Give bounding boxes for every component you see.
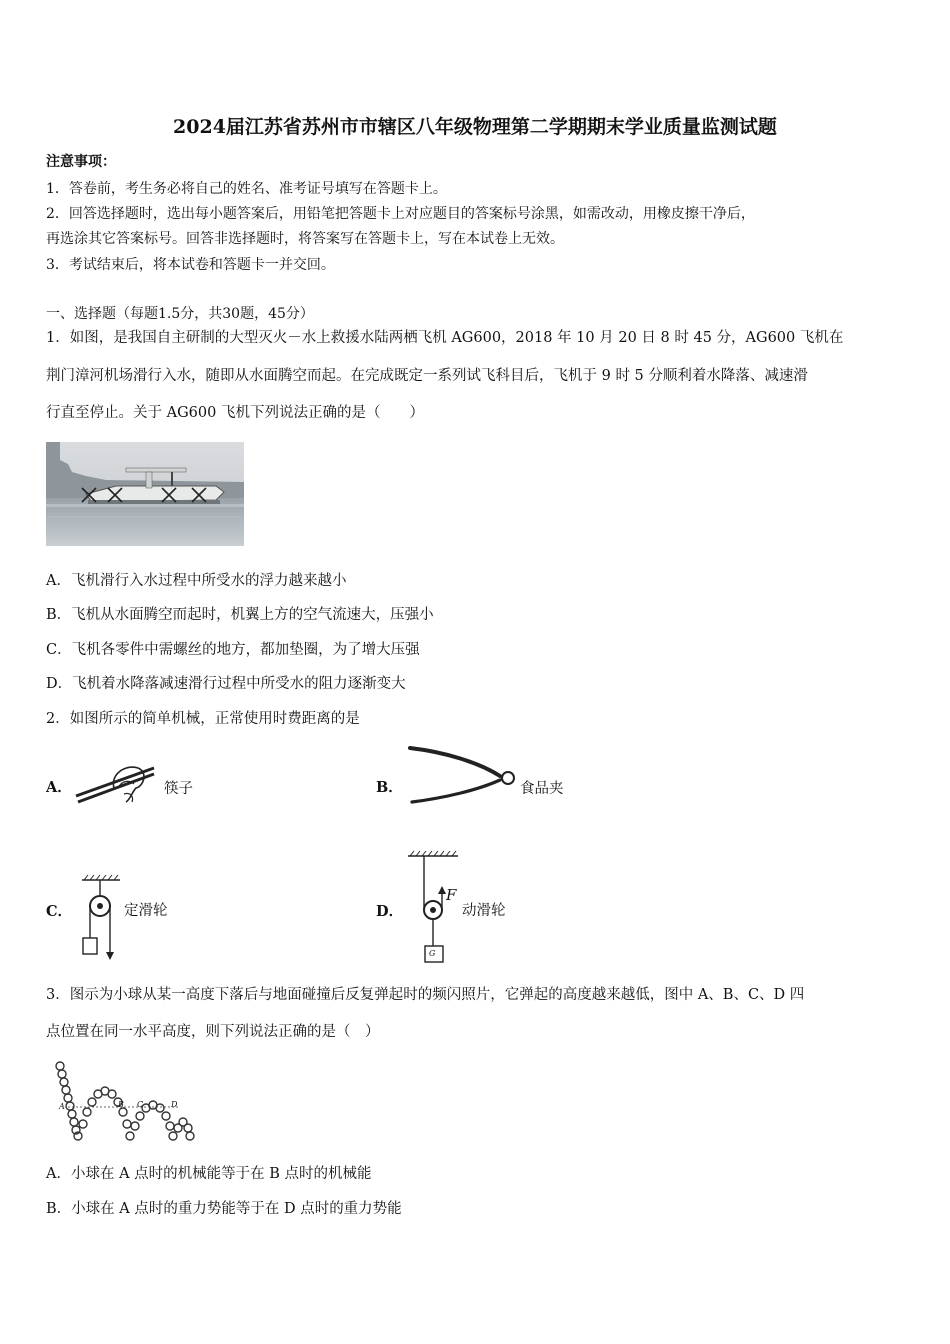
point-label-d: D xyxy=(171,1100,178,1109)
notice-item: 1．答卷前，考生务必将自己的姓名、准考证号填写在答题卡上。 xyxy=(46,181,447,197)
q3-stem-line: 点位置在同一水平高度，则下列说法正确的是（ ） xyxy=(46,1024,380,1040)
q2-option-c-label: C． xyxy=(46,903,73,920)
q1-option-b: B．飞机从水面腾空而起时，机翼上方的空气流速大，压强小 xyxy=(46,607,434,623)
notice-item: 3．考试结束后，将本试卷和答题卡一并交回。 xyxy=(46,257,335,273)
point-label-b: B xyxy=(118,1100,124,1109)
q2-option-b-name: 食品夹 xyxy=(520,781,564,797)
q3-option-b: B．小球在 A 点时的重力势能等于在 D 点时的重力势能 xyxy=(46,1201,402,1217)
food-tongs-figure xyxy=(404,744,518,806)
q1-option-d: D．飞机着水降落减速滑行过程中所受水的阻力逐渐变大 xyxy=(46,676,406,692)
q3-option-a: A．小球在 A 点时的机械能等于在 B 点时的机械能 xyxy=(46,1166,372,1182)
q1-stem-line: 1．如图，是我国自主研制的大型灭火－水上救援水陆两栖飞机 AG600，2018 年 10 月 20 日 8 时 45 分，AG600 飞机在 xyxy=(46,330,844,346)
q2-option-a-label: A． xyxy=(46,779,72,796)
q1-option-c: C．飞机各零件中需螺丝的地方，都加垫圈，为了增大压强 xyxy=(46,642,420,658)
q2-option-d-name: 动滑轮 xyxy=(462,903,506,919)
section-heading: 一、选择题（每题1.5分，共30题，45分） xyxy=(46,306,314,322)
page-title: 2024届江苏省苏州市市辖区八年级物理第二学期期末学业质量监测试题 xyxy=(173,116,777,138)
ag600-airplane-photo xyxy=(46,442,244,546)
chopsticks-figure xyxy=(74,758,156,806)
fixed-pulley-figure xyxy=(78,874,124,964)
q2-option-a-name: 筷子 xyxy=(164,781,193,797)
q1-stem-line: 荆门漳河机场滑行入水，随即从水面腾空而起。在完成既定一系列试飞科目后，飞机于 9 时 5 分顺利着水降落、减速滑 xyxy=(46,368,808,384)
notice-item: 2．回答选择题时，选出每小题答案后，用铅笔把答题卡上对应题目的答案标号涂黑，如需改动，用橡皮擦干净后， xyxy=(46,206,755,222)
q1-stem-line: 行直至停止。关于 AG600 飞机下列说法正确的是（ ） xyxy=(46,405,424,421)
notice-heading: 注意事项： xyxy=(46,154,116,170)
notice-item: 再选涂其它答案标号。回答非选择题时，将答案写在答题卡上，写在本试卷上无效。 xyxy=(46,231,564,247)
q3-stem-line: 3．图示为小球从某一高度下落后与地面碰撞后反复弹起时的频闪照片，它弹起的高度越来越低，图中 A、B、C、D 四 xyxy=(46,987,805,1003)
q1-option-a: A．飞机滑行入水过程中所受水的浮力越来越小 xyxy=(46,573,347,589)
q2-option-b-label: B． xyxy=(376,779,403,796)
q2-option-d-label: D． xyxy=(376,903,404,920)
force-label: F xyxy=(446,886,457,904)
q2-stem: 2．如图所示的简单机械，正常使用时费距离的是 xyxy=(46,711,360,727)
point-label-a: A xyxy=(59,1102,65,1111)
weight-label: G xyxy=(429,949,436,958)
point-label-c: C xyxy=(137,1100,144,1109)
q2-option-c-name: 定滑轮 xyxy=(124,903,168,919)
